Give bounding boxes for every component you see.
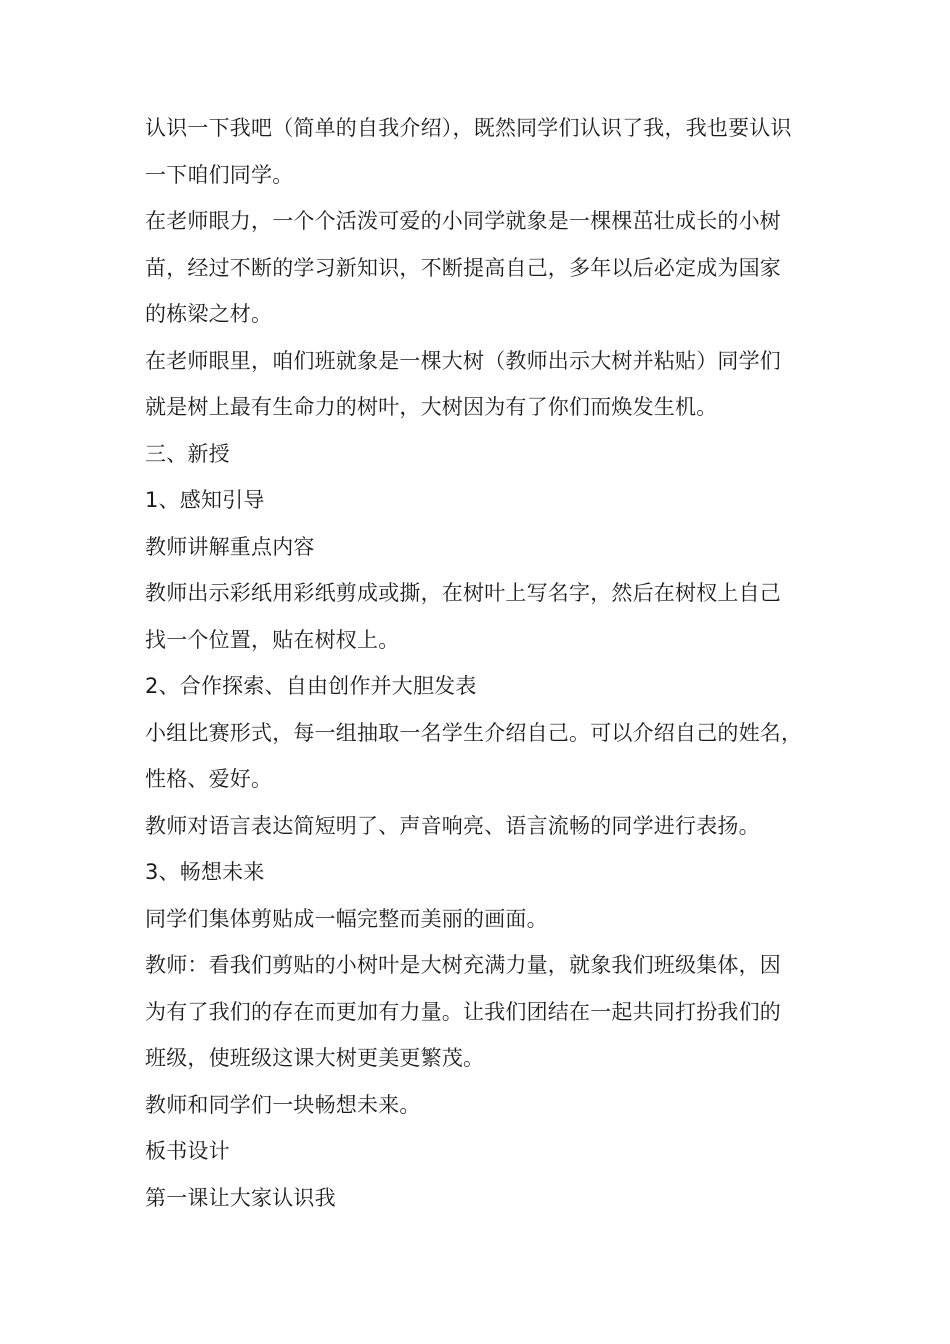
section-heading: 板书设计 bbox=[145, 1139, 230, 1163]
text-line: 班级，使班级这课大树更美更繁茂。 bbox=[145, 1046, 485, 1070]
text-line: 教师：看我们剪贴的小树叶是大树充满力量，就象我们班级集体，因 bbox=[145, 953, 781, 977]
subsection-heading: 2、合作探索、自由创作并大胆发表 bbox=[145, 674, 477, 698]
text-line: 为有了我们的存在而更加有力量。让我们团结在一起共同打扮我们的 bbox=[145, 999, 781, 1024]
text-line: 找一个位置，贴在树杈上。 bbox=[145, 627, 400, 652]
text-line: 教师讲解重点内容 bbox=[145, 534, 315, 559]
text-line: 苗，经过不断的学习新知识，不断提高自己，多年以后必定成为国家 bbox=[145, 255, 781, 280]
text-line: 一下咱们同学。 bbox=[145, 162, 294, 187]
text-line: 性格、爱好。 bbox=[145, 767, 273, 791]
text-line: 认识一下我吧（简单的自我介绍），既然同学们认识了我，我也要认识 bbox=[145, 116, 792, 140]
text-line: 教师和同学们一块畅想未来。 bbox=[145, 1092, 421, 1117]
text-line: 就是树上最有生命力的树叶，大树因为有了你们而焕发生机。 bbox=[145, 395, 718, 419]
subsection-heading: 3、畅想未来 bbox=[145, 860, 265, 884]
text-line: 教师对语言表达简短明了、声音响亮、语言流畅的同学进行表扬。 bbox=[145, 813, 760, 838]
document-body bbox=[145, 105, 825, 1221]
text-line: 的栋梁之材。 bbox=[145, 302, 273, 326]
text-line: 小组比赛形式，每一组抽取一名学生介绍自己。可以介绍自己的姓名， bbox=[145, 720, 803, 745]
section-heading: 三、新授 bbox=[145, 441, 230, 466]
text-line: 第一课让大家认识我 bbox=[145, 1185, 336, 1210]
text-line: 同学们集体剪贴成一幅完整而美丽的画面。 bbox=[145, 906, 548, 931]
text-line: 在老师眼力，一个个活泼可爱的小同学就象是一棵棵茁壮成长的小树 bbox=[145, 209, 781, 233]
text-line: 在老师眼里，咱们班就象是一棵大树（教师出示大树并粘贴）同学们 bbox=[145, 348, 781, 373]
subsection-heading: 1、感知引导 bbox=[145, 488, 265, 512]
text-line: 教师出示彩纸用彩纸剪成或撕，在树叶上写名字，然后在树杈上自己 bbox=[145, 581, 781, 605]
